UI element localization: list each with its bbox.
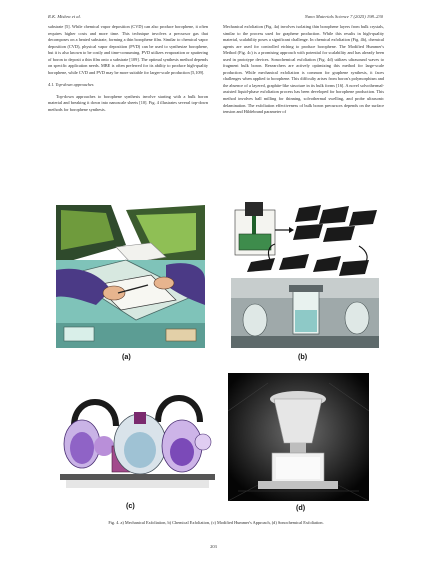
left-column [48,24,208,114]
figure-panel-b-label: (b) [298,352,308,361]
figure-panel-c-image [60,386,215,494]
figure-caption: Fig. 4. a) Mechanical Exfoliation, b) Chemical Exfoliation, (c) Modified Hummer's Approach, (d) Sonochemical Exfoliation. [108,520,324,525]
figure-panel-a-image [56,205,205,348]
section-heading: 4.1. Top-down approaches [48,82,94,88]
figure-panel-d-image [228,373,369,501]
body-paragraph: substrate [5]. While chemical vapor deposition (CVD) can also produce borophene, it often requires higher costs and more time. This technique involves a precursor gas that decomposes on a heated substrate, forming a thin borophene film. Similar to chemical vapor deposition (CVD), physical vapor deposition (PVD) can be used to synthesize borophene, but it is also known to be costly and time-consuming. PVD utilizes evaporation or sputtering of boron to deposit a thin film onto a substrate [109]. The optimal synthesis method depends on specific application needs. MBE is often preferred for its ability to produce high-quality borophene, while CVD and PVD may be more suitable for larger-scale production [5,109]. [48,24,208,75]
page-number: 203 [210,544,217,549]
figure-panel-a-label: (a) [122,352,131,361]
right-column [223,24,384,116]
body-paragraph: Top-down approaches to borophene synthesis involve starting with a bulk boron material and breaking it down into nanoscale sheets [10]. Fig. 4 illustrates several top-down methods for borophene synthesis. [48,93,208,113]
figure-panel-d-label: (d) [296,503,306,512]
body-paragraph: Mechanical exfoliation (Fig. 4a) involves isolating thin borophene layers from bulk crystals, similar to the process used for graphene production. While this results in high-quality material, scalability poses a significant challenge. In chemical exfoliation (Fig. 4b), chemical agents are used for controlled etching to produce borophene. The Modified Hummer's Method (Fig. 4c) is a promising approach with potential for scalability and has already been used in prototype devices. Sonochemical exfoliation (Fig. 4d) utilizes ultrasound waves to fragment bulk boron. Researchers are actively optimizing this method for large-scale production. While mechanical exfoliation is common for graphene synthesis, it faces challenges when applied to borophene. This difficulty arises from boron's polymorphism and the absence of a layered, graphite-like structure in its bulk forms [16]. A novel solvothermal-assisted liquid-phase exfoliation process has been developed for borophene production. This method involves ball milling for thinning, solvothermal swelling, and probe ultrasonic delamination. The exfoliation effectiveness of bulk boron precursors depends on the surface tension and Hildebrand parameter of [223,24,384,115]
figure-panel-b-image [231,200,379,348]
running-head-journal: Nano Materials Science 7 (2025) 198–230 [304,14,383,19]
figure-panel-c-label: (c) [126,501,135,510]
running-head-authors: R.K. Mishra et al. [48,14,81,19]
